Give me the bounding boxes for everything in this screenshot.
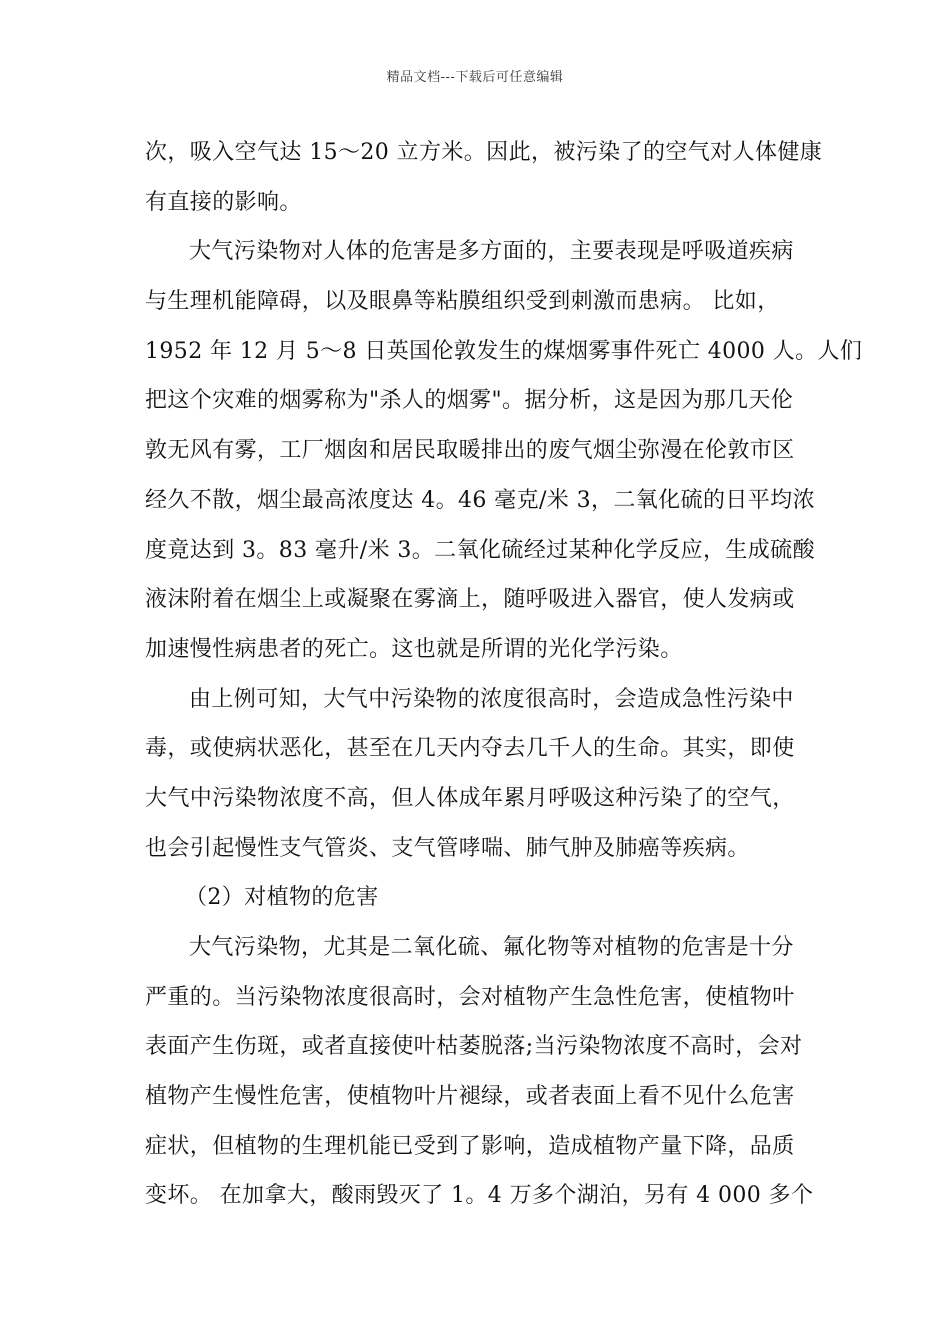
text-line: 1952 年 12 月 5～8 日英国伦敦发生的煤烟雾事件死亡 4000 人。人们: [145, 338, 863, 364]
text-line: 液沫附着在烟尘上或凝聚在雾滴上，随呼吸进入器官，使人发病或: [145, 587, 795, 613]
paragraph-start-line: 大气污染物，尤其是二氧化硫、氟化物等对植物的危害是十分: [189, 935, 794, 960]
text-line: 大气中污染物浓度不高，但人体成年累月呼吸这种污染了的空气，: [145, 785, 795, 811]
paragraph-start-line: 由上例可知，大气中污染物的浓度很高时，会造成急性污染中: [189, 686, 794, 712]
text-line: 表面产生伤斑，或者直接使叶枯萎脱落;当污染物浓度不高时，会对: [145, 1034, 803, 1060]
text-line: 度竟达到 3。83 毫升/米 3。二氧化硫经过某种化学反应，生成硫酸: [145, 537, 815, 563]
text-line: 植物产生慢性危害，使植物叶片褪绿，或者表面上看不见什么危害: [145, 1084, 795, 1110]
text-line: 症状，但植物的生理机能已受到了影响，造成植物产量下降，品质: [145, 1133, 795, 1159]
text-line: 有直接的影响。: [145, 189, 302, 215]
text-line: 也会引起慢性支气管炎、支气管哮喘、肺气肿及肺癌等疾病。: [145, 835, 750, 861]
text-line: 严重的。当污染物浓度很高时，会对植物产生急性危害，使植物叶: [145, 984, 795, 1010]
section-heading: （2）对植物的危害: [185, 885, 379, 911]
text-line: 敦无风有雾，工厂烟囱和居民取暖排出的废气烟尘弥漫在伦敦市区: [145, 438, 795, 464]
text-line: 毒，或使病状恶化，甚至在几天内夺去几千人的生命。其实，即使: [145, 736, 795, 762]
text-line: 次，吸入空气达 15～20 立方米。因此，被污染了的空气对人体健康: [145, 140, 823, 165]
text-line: 变坏。 在加拿大，酸雨毁灭了 1。4 万多个湖泊，另有 4 000 多个: [145, 1183, 814, 1209]
page-header: 精品文档---下载后可任意编辑: [386, 70, 564, 85]
text-line: 与生理机能障碍，以及眼鼻等粘膜组织受到刺激而患病。 比如，: [145, 289, 780, 315]
document-body: [145, 128, 863, 1221]
paragraph-start-line: 大气污染物对人体的危害是多方面的，主要表现是呼吸道疾病: [189, 239, 794, 265]
text-line: 加速慢性病患者的死亡。这也就是所谓的光化学污染。: [145, 636, 683, 662]
text-line: 经久不散，烟尘最高浓度达 4。46 毫克/米 3，二氧化硫的日平均浓: [145, 487, 815, 513]
text-line: 把这个灾难的烟雾称为"杀人的烟雾"。据分析，这是因为那几天伦: [145, 388, 794, 414]
